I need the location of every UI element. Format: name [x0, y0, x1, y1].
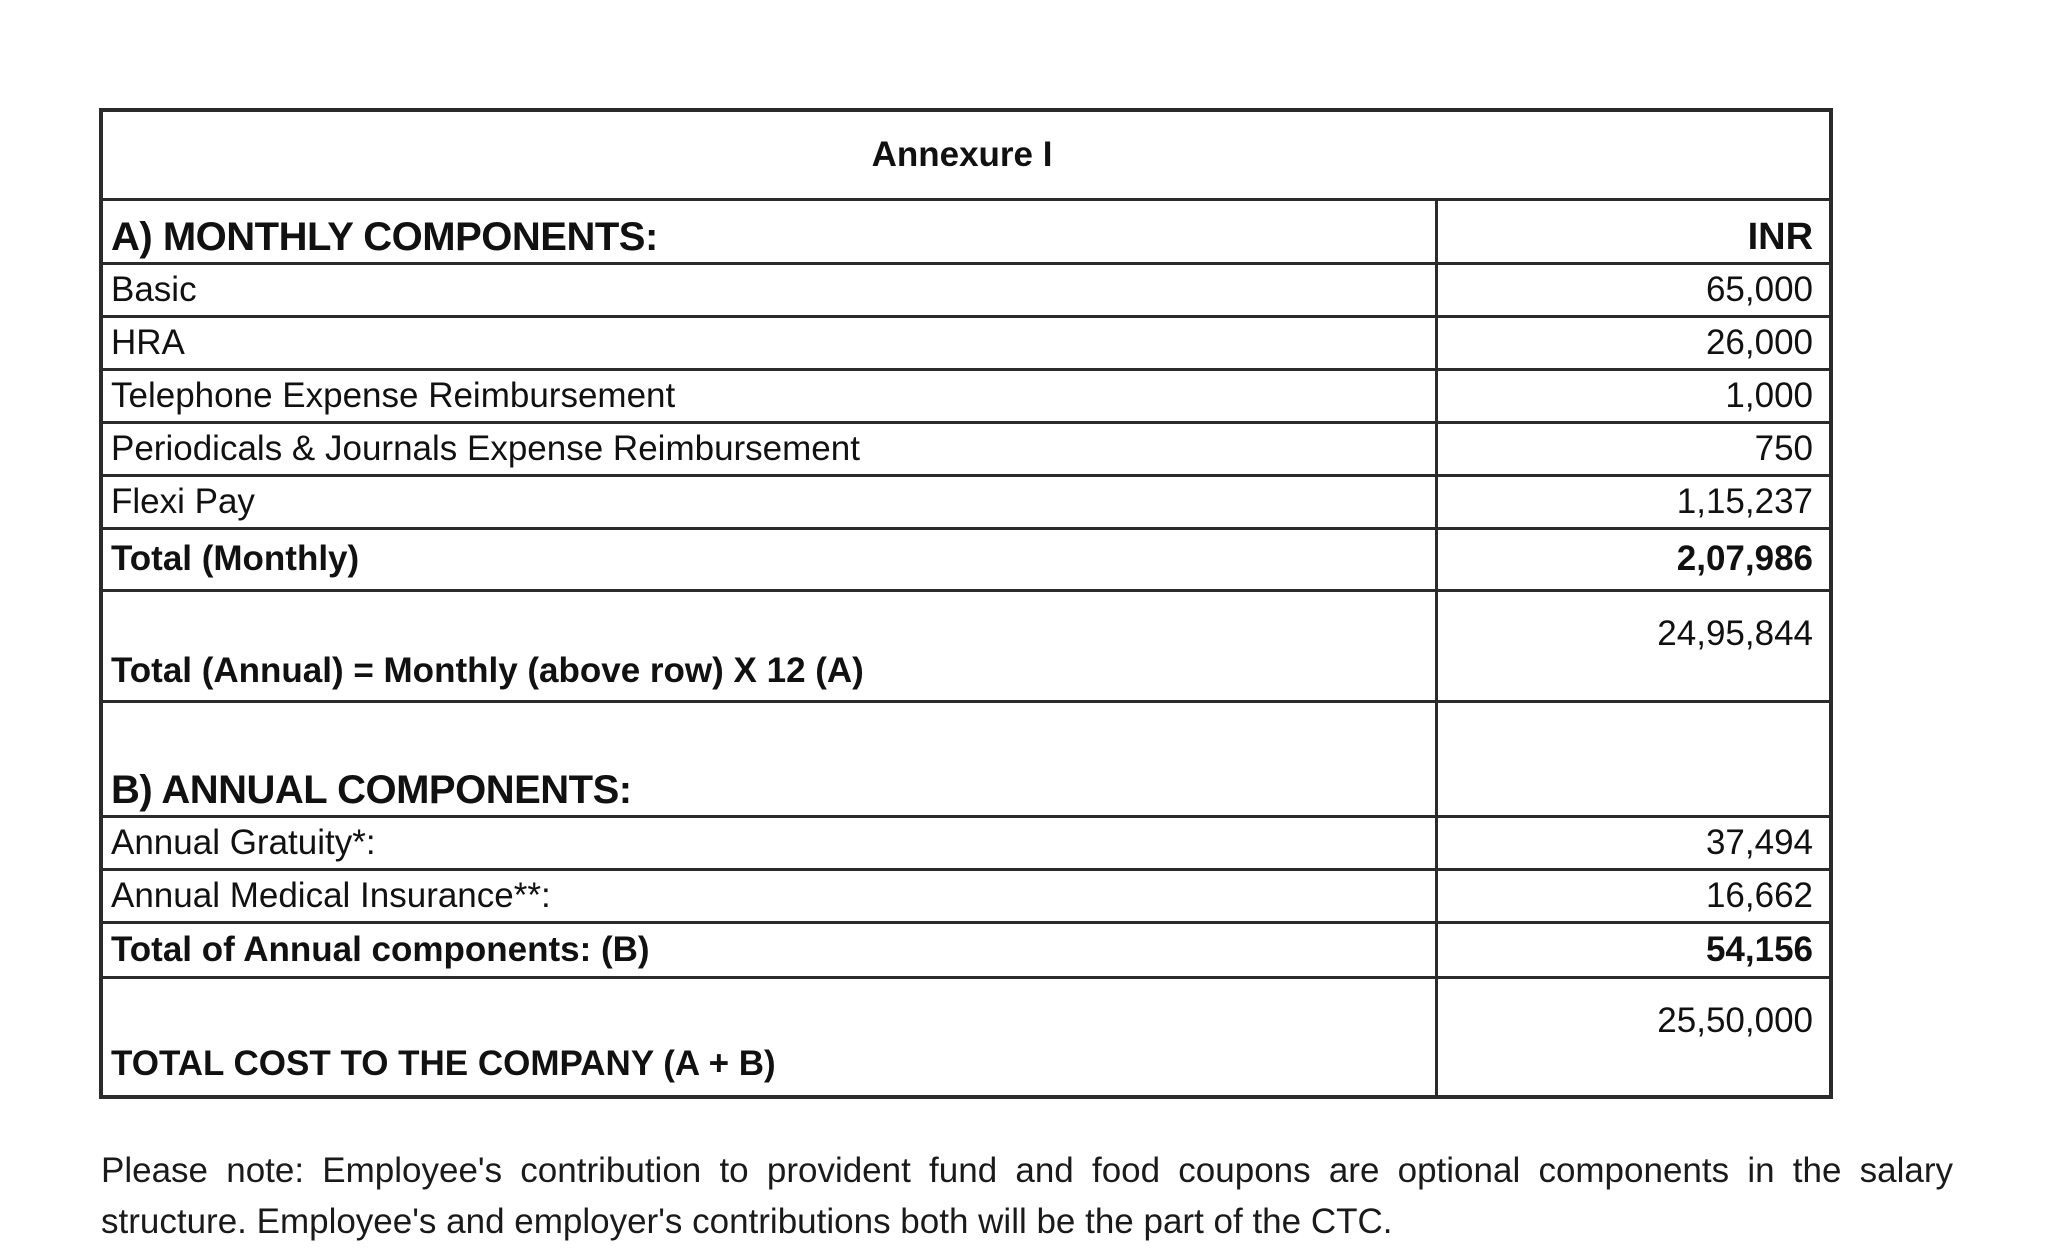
table-row	[101, 817, 1831, 870]
annual-heading-row	[101, 702, 1831, 817]
row-label: Annual Medical Insurance**:	[101, 870, 1436, 923]
total-annual-label: Total (Annual) = Monthly (above row) X 12 (A)	[101, 591, 1436, 702]
table-row	[101, 476, 1831, 529]
total-monthly-label: Total (Monthly)	[101, 529, 1436, 591]
table-row	[101, 423, 1831, 476]
row-value: 1,15,237	[1436, 476, 1831, 529]
ctc-label: TOTAL COST TO THE COMPANY (A + B)	[101, 978, 1436, 1098]
total-annual-components-value: 54,156	[1436, 923, 1831, 978]
row-label: Periodicals & Journals Expense Reimbursement	[101, 423, 1436, 476]
row-value: 1,000	[1436, 370, 1831, 423]
row-label: Telephone Expense Reimbursement	[101, 370, 1436, 423]
annexure-document	[99, 108, 1829, 1099]
row-value: 26,000	[1436, 317, 1831, 370]
empty-cell	[1436, 702, 1831, 817]
footnote-text: Please note: Employee's contribution to provident fund and food coupons are optional components in the salary structure. Employee's and employer's contributions both will be the part of the CTC.	[101, 1151, 1953, 1241]
row-label: Flexi Pay	[101, 476, 1436, 529]
title-row	[101, 110, 1831, 200]
total-annual-value: 24,95,844	[1436, 591, 1831, 702]
annual-components-heading: B) ANNUAL COMPONENTS:	[101, 702, 1436, 817]
monthly-heading-row	[101, 200, 1831, 264]
row-label: Basic	[101, 264, 1436, 317]
row-value: 37,494	[1436, 817, 1831, 870]
table-row	[101, 870, 1831, 923]
currency-header: INR	[1436, 200, 1831, 264]
row-value: 750	[1436, 423, 1831, 476]
total-annual-row	[101, 591, 1831, 702]
ctc-row	[101, 978, 1831, 1098]
row-label: Annual Gratuity*:	[101, 817, 1436, 870]
total-monthly-row	[101, 529, 1831, 591]
table-row	[101, 370, 1831, 423]
salary-breakup-table	[99, 108, 1833, 1099]
row-label: HRA	[101, 317, 1436, 370]
row-value: 65,000	[1436, 264, 1831, 317]
monthly-components-heading: A) MONTHLY COMPONENTS:	[101, 200, 1436, 264]
annexure-title: Annexure I	[101, 110, 1831, 200]
total-monthly-value: 2,07,986	[1436, 529, 1831, 591]
table-row	[101, 264, 1831, 317]
ctc-value: 25,50,000	[1436, 978, 1831, 1098]
total-annual-components-row	[101, 923, 1831, 978]
table-row	[101, 317, 1831, 370]
row-value: 16,662	[1436, 870, 1831, 923]
total-annual-components-label: Total of Annual components: (B)	[101, 923, 1436, 978]
